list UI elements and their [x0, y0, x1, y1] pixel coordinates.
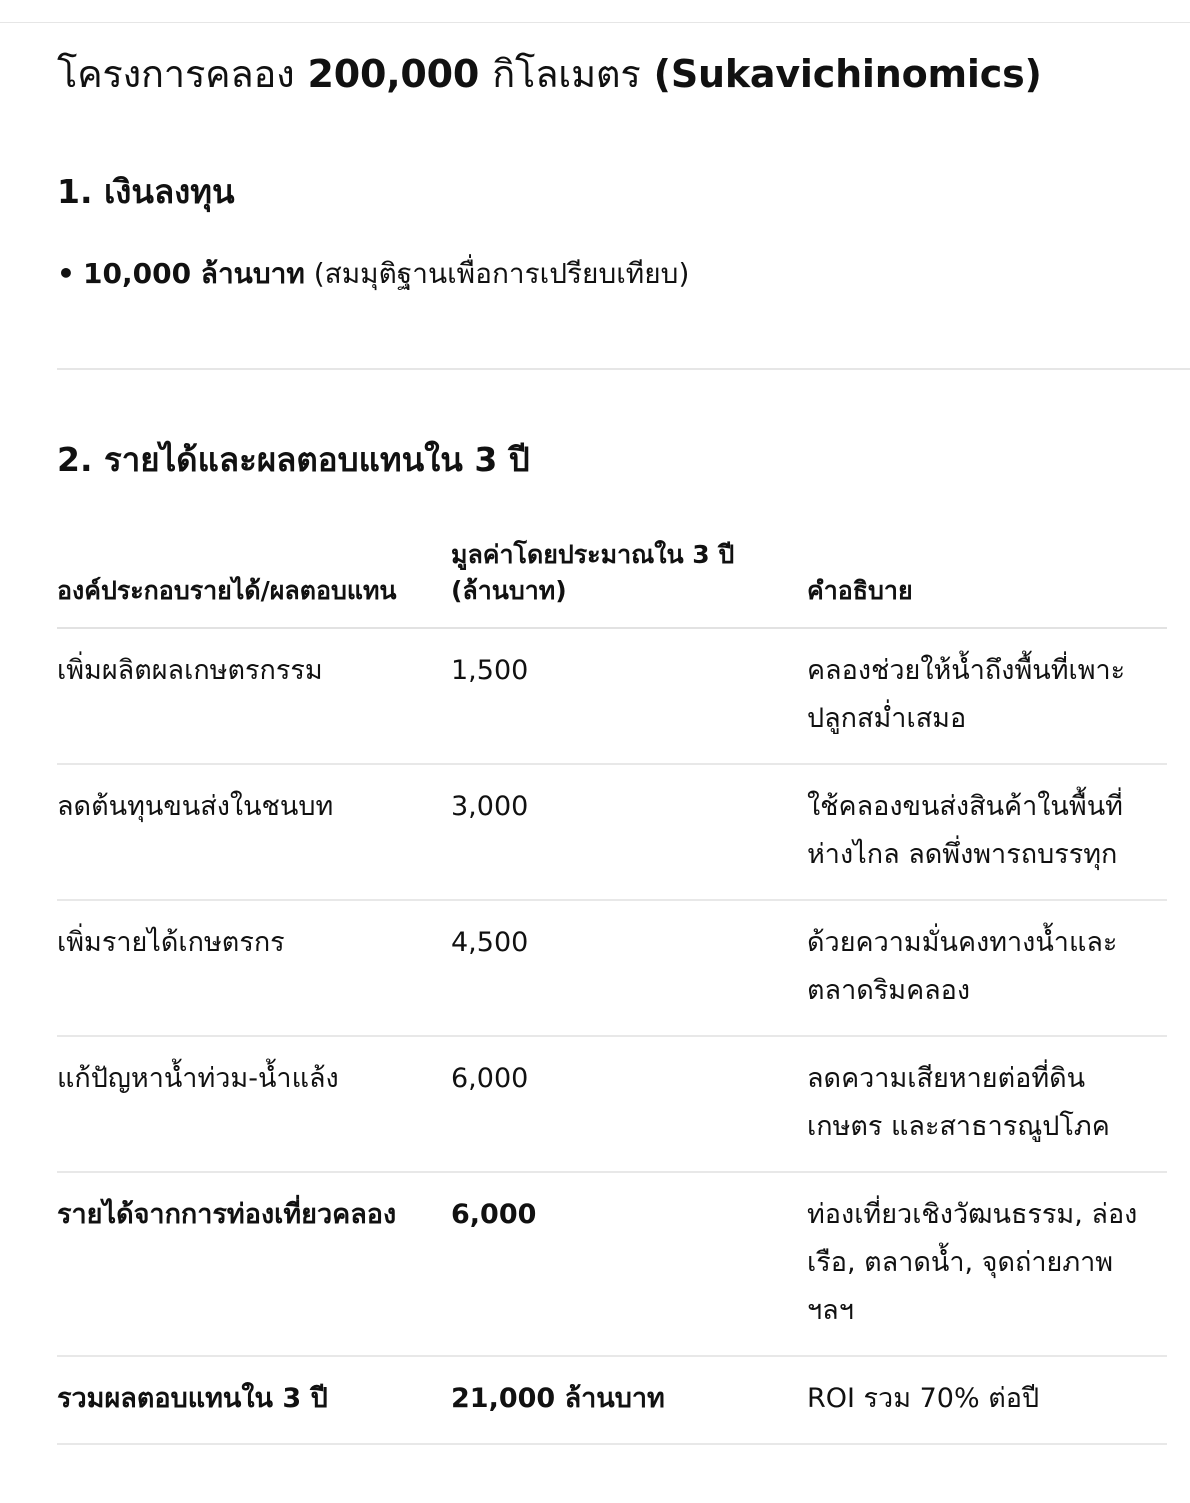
title-suffix: (Sukavichinomics)	[653, 52, 1042, 96]
cell-description: ลดความเสียหายต่อที่ดินเกษตร และสาธารณูปโภค	[807, 1036, 1167, 1172]
title-number: 200,000	[307, 52, 480, 96]
total-label: รวมผลตอบแทนใน 3 ปี	[57, 1356, 451, 1444]
top-divider	[0, 22, 1190, 23]
section-heading-investment: 1. เงินลงทุน	[57, 172, 235, 211]
table-row	[57, 628, 1167, 764]
title-unit: กิโลเมตร	[492, 52, 641, 96]
cell-component: เพิ่มรายได้เกษตรกร	[57, 900, 451, 1036]
investment-note: (สมมุติฐานเพื่อการเปรียบเทียบ)	[313, 257, 690, 290]
cell-component: ลดต้นทุนขนส่งในชนบท	[57, 764, 451, 900]
cell-description: ท่องเที่ยวเชิงวัฒนธรรม, ล่องเรือ, ตลาดน้ำ, จุดถ่ายภาพ ฯลฯ	[807, 1172, 1167, 1356]
header-component: องค์ประกอบรายได้/ผลตอบแทน	[57, 537, 451, 628]
table-header-row	[57, 537, 1167, 628]
cell-description: ด้วยความมั่นคงทางน้ำและตลาดริมคลอง	[807, 900, 1167, 1036]
investment-bullet	[57, 252, 689, 296]
cell-value: 3,000	[451, 764, 807, 900]
title-thai: โครงการคลอง	[57, 52, 295, 96]
total-value: 21,000 ล้านบาท	[451, 1356, 807, 1444]
table-row	[57, 900, 1167, 1036]
bullet-icon: •	[57, 257, 75, 290]
cell-value: 6,000	[451, 1036, 807, 1172]
cell-value: 6,000	[451, 1172, 807, 1356]
table-row	[57, 764, 1167, 900]
cell-description: ใช้คลองขนส่งสินค้าในพื้นที่ห่างไกล ลดพึ่งพารถบรรทุก	[807, 764, 1167, 900]
cell-value: 4,500	[451, 900, 807, 1036]
header-description: คำอธิบาย	[807, 537, 1167, 628]
investment-amount: 10,000 ล้านบาท	[83, 257, 305, 290]
cell-description: คลองช่วยให้น้ำถึงพื้นที่เพาะปลูกสม่ำเสมอ	[807, 628, 1167, 764]
cell-component: เพิ่มผลิตผลเกษตรกรรม	[57, 628, 451, 764]
table-row	[57, 1036, 1167, 1172]
cell-component: แก้ปัญหาน้ำท่วม-น้ำแล้ง	[57, 1036, 451, 1172]
revenue-table	[57, 537, 1167, 1445]
total-note: ROI รวม 70% ต่อปี	[807, 1356, 1167, 1444]
cell-value: 1,500	[451, 628, 807, 764]
table-row	[57, 1172, 1167, 1356]
page-title	[57, 48, 1042, 100]
cell-component: รายได้จากการท่องเที่ยวคลอง	[57, 1172, 451, 1356]
table-total-row	[57, 1356, 1167, 1444]
section-heading-revenue: 2. รายได้และผลตอบแทนใน 3 ปี	[57, 440, 530, 479]
header-value: มูลค่าโดยประมาณใน 3 ปี (ล้านบาท)	[451, 537, 807, 628]
section-divider	[57, 368, 1190, 370]
